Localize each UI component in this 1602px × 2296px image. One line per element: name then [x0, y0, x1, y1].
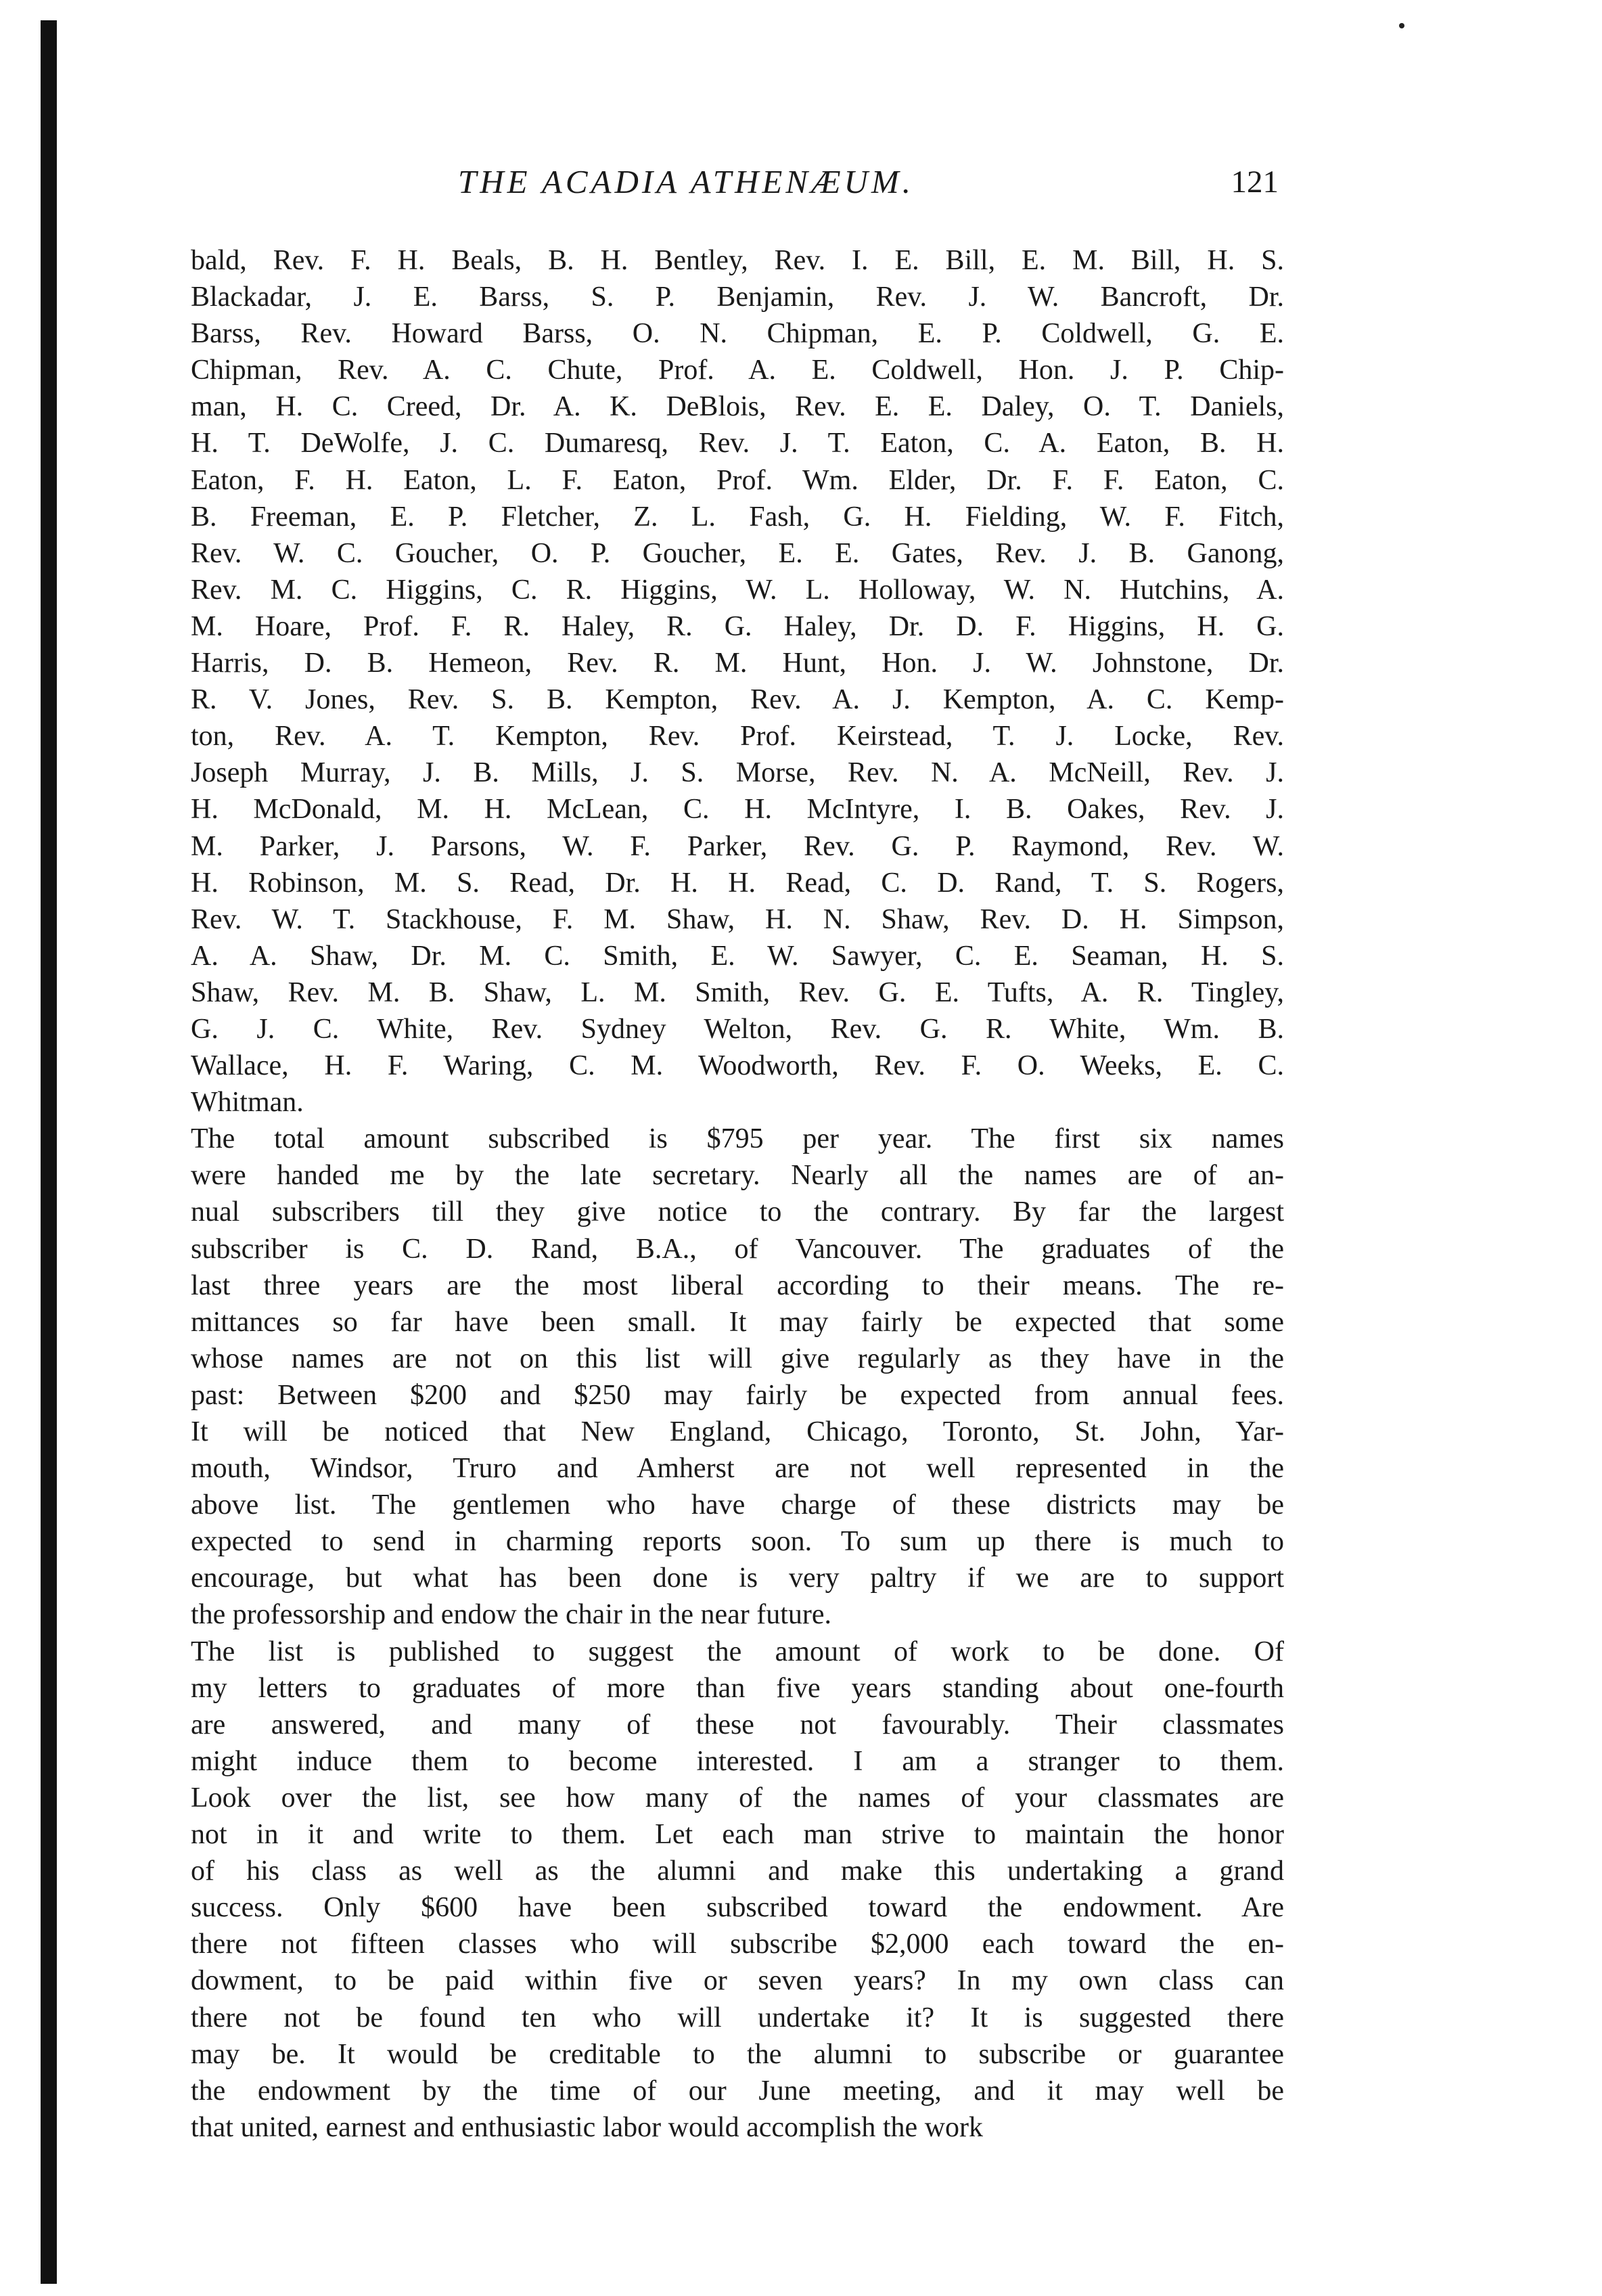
text-line: Whitman. — [191, 1087, 304, 1119]
text-line: H. Robinson, M. S. Read, Dr. H. H. Read, C. D. Rand, T. S. Rogers, — [191, 867, 1284, 899]
text-line: Harris, D. B. Hemeon, Rev. R. M. Hunt, Hon. J. W. Johnstone, Dr. — [191, 648, 1284, 679]
text-line: B. Freeman, E. P. Fletcher, Z. L. Fash, G. H. Fielding, W. F. Fitch, — [191, 501, 1284, 533]
text-line: M. Parker, J. Parsons, W. F. Parker, Rev. G. P. Raymond, Rev. W. — [191, 830, 1284, 862]
text-line: may be. It would be creditable to the alumni to subscribe or guarantee — [191, 2038, 1284, 2070]
text-line: Joseph Murray, J. B. Mills, J. S. Morse, Rev. N. A. McNeill, Rev. J. — [191, 757, 1284, 789]
text-line: Barss, Rev. Howard Barss, O. N. Chipman, E. P. Coldwell, G. E. — [191, 318, 1284, 350]
text-line: The list is published to suggest the amount of work to be done. Of — [191, 1636, 1284, 1667]
text-line: nual subscribers till they give notice to the contrary. By far the largest — [191, 1196, 1284, 1228]
text-line: encourage, but what has been done is very paltry if we are to support — [191, 1562, 1284, 1594]
text-line: M. Hoare, Prof. F. R. Haley, R. G. Haley, Dr. D. F. Higgins, H. G. — [191, 610, 1284, 642]
text-line: are answered, and many of these not favourably. Their classmates — [191, 1709, 1284, 1740]
text-line: H. T. DeWolfe, J. C. Dumaresq, Rev. J. T. Eaton, C. A. Eaton, B. H. — [191, 428, 1284, 459]
text-line: success. Only $600 have been subscribed toward the endowment. Are — [191, 1892, 1284, 1924]
text-line: whose names are not on this list will give regularly as they have in the — [191, 1343, 1284, 1374]
text-line: subscriber is C. D. Rand, B.A., of Vancouver. The graduates of the — [191, 1233, 1284, 1265]
running-title: THE ACADIA ATHENÆUM. — [458, 163, 914, 200]
subscriber-list-paragraph — [191, 242, 1284, 1121]
text-line: the professorship and endow the chair in the near future. — [191, 1599, 832, 1631]
text-line: Rev. M. C. Higgins, C. R. Higgins, W. L. Holloway, W. N. Hutchins, A. — [191, 574, 1284, 606]
text-line: Chipman, Rev. A. C. Chute, Prof. A. E. Coldwell, Hon. J. P. Chip- — [191, 355, 1284, 386]
text-line: Blackadar, J. E. Barss, S. P. Benjamin, Rev. J. W. Bancroft, Dr. — [191, 282, 1284, 313]
text-line: G. J. C. White, Rev. Sydney Welton, Rev. G. R. White, Wm. B. — [191, 1013, 1284, 1045]
text-line: man, H. C. Creed, Dr. A. K. DeBlois, Rev. E. E. Daley, O. T. Daniels, — [191, 391, 1284, 423]
text-line: past: Between $200 and $250 may fairly be expected from annual fees. — [191, 1379, 1284, 1411]
ink-speck — [1399, 23, 1404, 28]
text-line: It will be noticed that New England, Chicago, Toronto, St. John, Yar- — [191, 1416, 1284, 1447]
text-line: above list. The gentlemen who have charge of these districts may be — [191, 1489, 1284, 1521]
text-line: the endowment by the time of our June meeting, and it may well be — [191, 2075, 1284, 2107]
subscription-total-paragraph — [191, 1121, 1284, 1633]
text-line: my letters to graduates of more than five years standing about one-fourth — [191, 1672, 1284, 1704]
running-head — [191, 162, 1284, 217]
text-line: expected to send in charming reports soon. To sum up there is much to — [191, 1526, 1284, 1558]
text-line: Eaton, F. H. Eaton, L. F. Eaton, Prof. Wm. Elder, Dr. F. F. Eaton, C. — [191, 464, 1284, 496]
document-page — [191, 162, 1284, 2146]
text-line: bald, Rev. F. H. Beals, B. H. Bentley, Rev. I. E. Bill, E. M. Bill, H. S. — [191, 245, 1284, 276]
appeal-paragraph — [191, 1634, 1284, 2146]
text-line: mouth, Windsor, Truro and Amherst are not well represented in the — [191, 1453, 1284, 1485]
text-line: A. A. Shaw, Dr. M. C. Smith, E. W. Sawyer, C. E. Seaman, H. S. — [191, 940, 1284, 972]
text-line: last three years are the most liberal according to their means. The re- — [191, 1269, 1284, 1301]
text-line: that united, earnest and enthusiastic labor would accomplish the work — [191, 2111, 984, 2143]
text-line: not in it and write to them. Let each man strive to maintain the honor — [191, 1819, 1284, 1851]
text-line: there not be found ten who will undertake it? It is suggested there — [191, 2002, 1284, 2033]
text-line: Rev. W. C. Goucher, O. P. Goucher, E. E. Gates, Rev. J. B. Ganong, — [191, 537, 1284, 569]
body-text — [191, 242, 1284, 2146]
text-line: mittances so far have been small. It may fairly be expected that some — [191, 1306, 1284, 1338]
text-line: dowment, to be paid within five or seven years? In my own class can — [191, 1965, 1284, 1997]
text-line: Rev. W. T. Stackhouse, F. M. Shaw, H. N. Shaw, Rev. D. H. Simpson, — [191, 903, 1284, 935]
text-line: H. McDonald, M. H. McLean, C. H. McIntyre, I. B. Oakes, Rev. J. — [191, 794, 1284, 826]
text-line: might induce them to become interested. I am a stranger to them. — [191, 1745, 1284, 1777]
page-binding-edge — [41, 20, 57, 2284]
text-line: Shaw, Rev. M. B. Shaw, L. M. Smith, Rev. G. E. Tufts, A. R. Tingley, — [191, 976, 1284, 1008]
text-line: were handed me by the late secretary. Nearly all the names are of an- — [191, 1160, 1284, 1192]
text-line: Look over the list, see how many of the names of your classmates are — [191, 1782, 1284, 1814]
text-line: The total amount subscribed is $795 per year. The first six names — [191, 1123, 1284, 1155]
text-line: R. V. Jones, Rev. S. B. Kempton, Rev. A. J. Kempton, A. C. Kemp- — [191, 684, 1284, 716]
text-line: Wallace, H. F. Waring, C. M. Woodworth, Rev. F. O. Weeks, E. C. — [191, 1050, 1284, 1082]
text-line: ton, Rev. A. T. Kempton, Rev. Prof. Keirstead, T. J. Locke, Rev. — [191, 721, 1284, 752]
text-line: there not fifteen classes who will subscribe $2,000 each toward the en- — [191, 1929, 1284, 1960]
page-number: 121 — [1231, 164, 1279, 200]
text-line: of his class as well as the alumni and make this undertaking a grand — [191, 1855, 1284, 1887]
